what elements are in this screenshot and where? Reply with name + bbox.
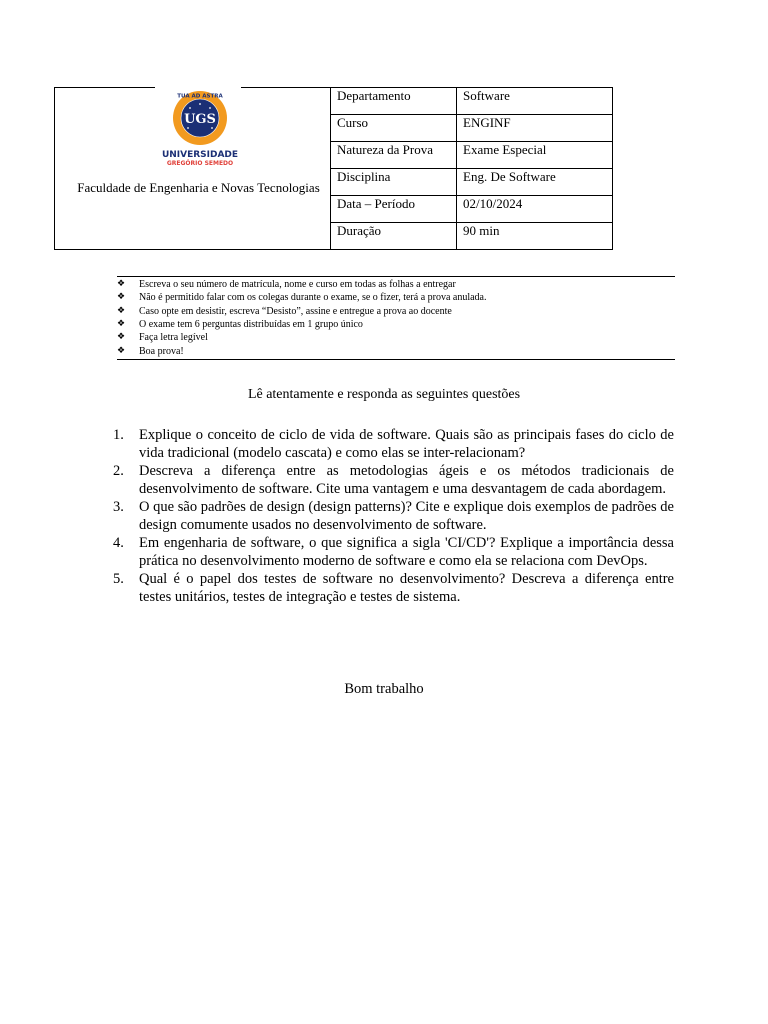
question-text: Descreva a diferença entre as metodologias ágeis e os métodos tradicionais de desenvolvimento de software. Cite uma vantagem e uma desvantagem de cada abordagem. xyxy=(139,463,674,497)
question-item xyxy=(113,570,674,606)
seal-monogram: UGS xyxy=(184,111,216,127)
question-number: 1. xyxy=(113,427,124,443)
question-text: Qual é o papel dos testes de software no desenvolvimento? Descreva a diferença entre testes unitários, testes de integração e testes de sistema. xyxy=(139,571,674,605)
instruction-item xyxy=(117,305,675,318)
instruction-text: Faça letra legível xyxy=(139,332,208,344)
question-item xyxy=(113,462,674,498)
logo-cell xyxy=(55,88,331,250)
instruction-item xyxy=(117,278,675,291)
row-value-disciplina: Eng. De Software xyxy=(457,169,613,196)
question-text: O que são padrões de design (design patterns)? Cite e explique dois exemplos de padrões de design comumente usados no desenvolvimento de software. xyxy=(139,499,674,533)
instruction-text: Boa prova! xyxy=(139,345,184,357)
instruction-item xyxy=(117,291,675,304)
instruction-item xyxy=(117,344,675,357)
instruction-text: Escreva o seu número de matrícula, nome e curso em todas as folhas a entregar xyxy=(139,279,456,291)
diamond-bullet-icon: ❖ xyxy=(117,319,126,330)
row-label-duracao: Duração xyxy=(331,223,457,250)
diamond-bullet-icon: ❖ xyxy=(117,292,126,303)
question-text: Em engenharia de software, o que significa a sigla 'CI/CD'? Explique a importância dessa prática no desenvolvimento moderno de software e como ela se relaciona com DevOps. xyxy=(139,535,674,569)
faculty-name: Faculdade de Engenharia e Novas Tecnologias xyxy=(77,179,320,195)
intro-heading: Lê atentamente e responda as seguintes questões xyxy=(247,387,521,402)
university-logo xyxy=(155,88,245,168)
question-text: Explique o conceito de ciclo de vida de software. Quais são as principais fases do ciclo de vida tradicional (modelo cascata) e como elas se inter-relacionam? xyxy=(139,427,674,461)
header-table xyxy=(54,87,613,250)
row-label-natureza: Natureza da Prova xyxy=(331,142,457,169)
row-label-curso: Curso xyxy=(331,115,457,142)
question-number: 3. xyxy=(113,499,124,515)
question-number: 4. xyxy=(113,535,124,551)
diamond-bullet-icon: ❖ xyxy=(117,305,126,316)
question-item xyxy=(113,426,674,462)
row-label-data: Data – Período xyxy=(331,196,457,223)
diamond-bullet-icon: ❖ xyxy=(117,279,126,290)
instructions-box xyxy=(117,276,675,360)
university-name: UNIVERSIDADE xyxy=(161,149,239,160)
row-label-disciplina: Disciplina xyxy=(331,169,457,196)
question-item xyxy=(113,534,674,570)
diamond-bullet-icon: ❖ xyxy=(117,345,126,356)
instruction-text: Caso opte em desistir, escreva “Desisto”, assine e entregue a prova ao docente xyxy=(139,305,452,317)
instruction-item xyxy=(117,331,675,344)
question-number: 2. xyxy=(113,463,124,479)
question-list xyxy=(113,426,674,606)
row-value-data: 02/10/2024 xyxy=(457,196,613,223)
seal-motto: TUA AD ASTRA xyxy=(177,93,223,99)
diamond-bullet-icon: ❖ xyxy=(117,332,126,343)
university-subname: GREGÓRIO SEMEDO xyxy=(166,159,234,167)
instruction-item xyxy=(117,318,675,331)
row-label-departamento: Departamento xyxy=(331,88,457,115)
question-number: 5. xyxy=(113,571,124,587)
row-value-curso: ENGINF xyxy=(457,115,613,142)
row-value-duracao: 90 min xyxy=(457,223,613,250)
instruction-text: O exame tem 6 perguntas distribuídas em 1 grupo único xyxy=(139,319,363,331)
row-value-departamento: Software xyxy=(457,88,613,115)
instruction-text: Não é permitido falar com os colegas durante o exame, se o fizer, terá a prova anulada. xyxy=(139,292,487,304)
row-value-natureza: Exame Especial xyxy=(457,142,613,169)
closing-text: Bom trabalho xyxy=(344,681,424,697)
question-item xyxy=(113,498,674,534)
